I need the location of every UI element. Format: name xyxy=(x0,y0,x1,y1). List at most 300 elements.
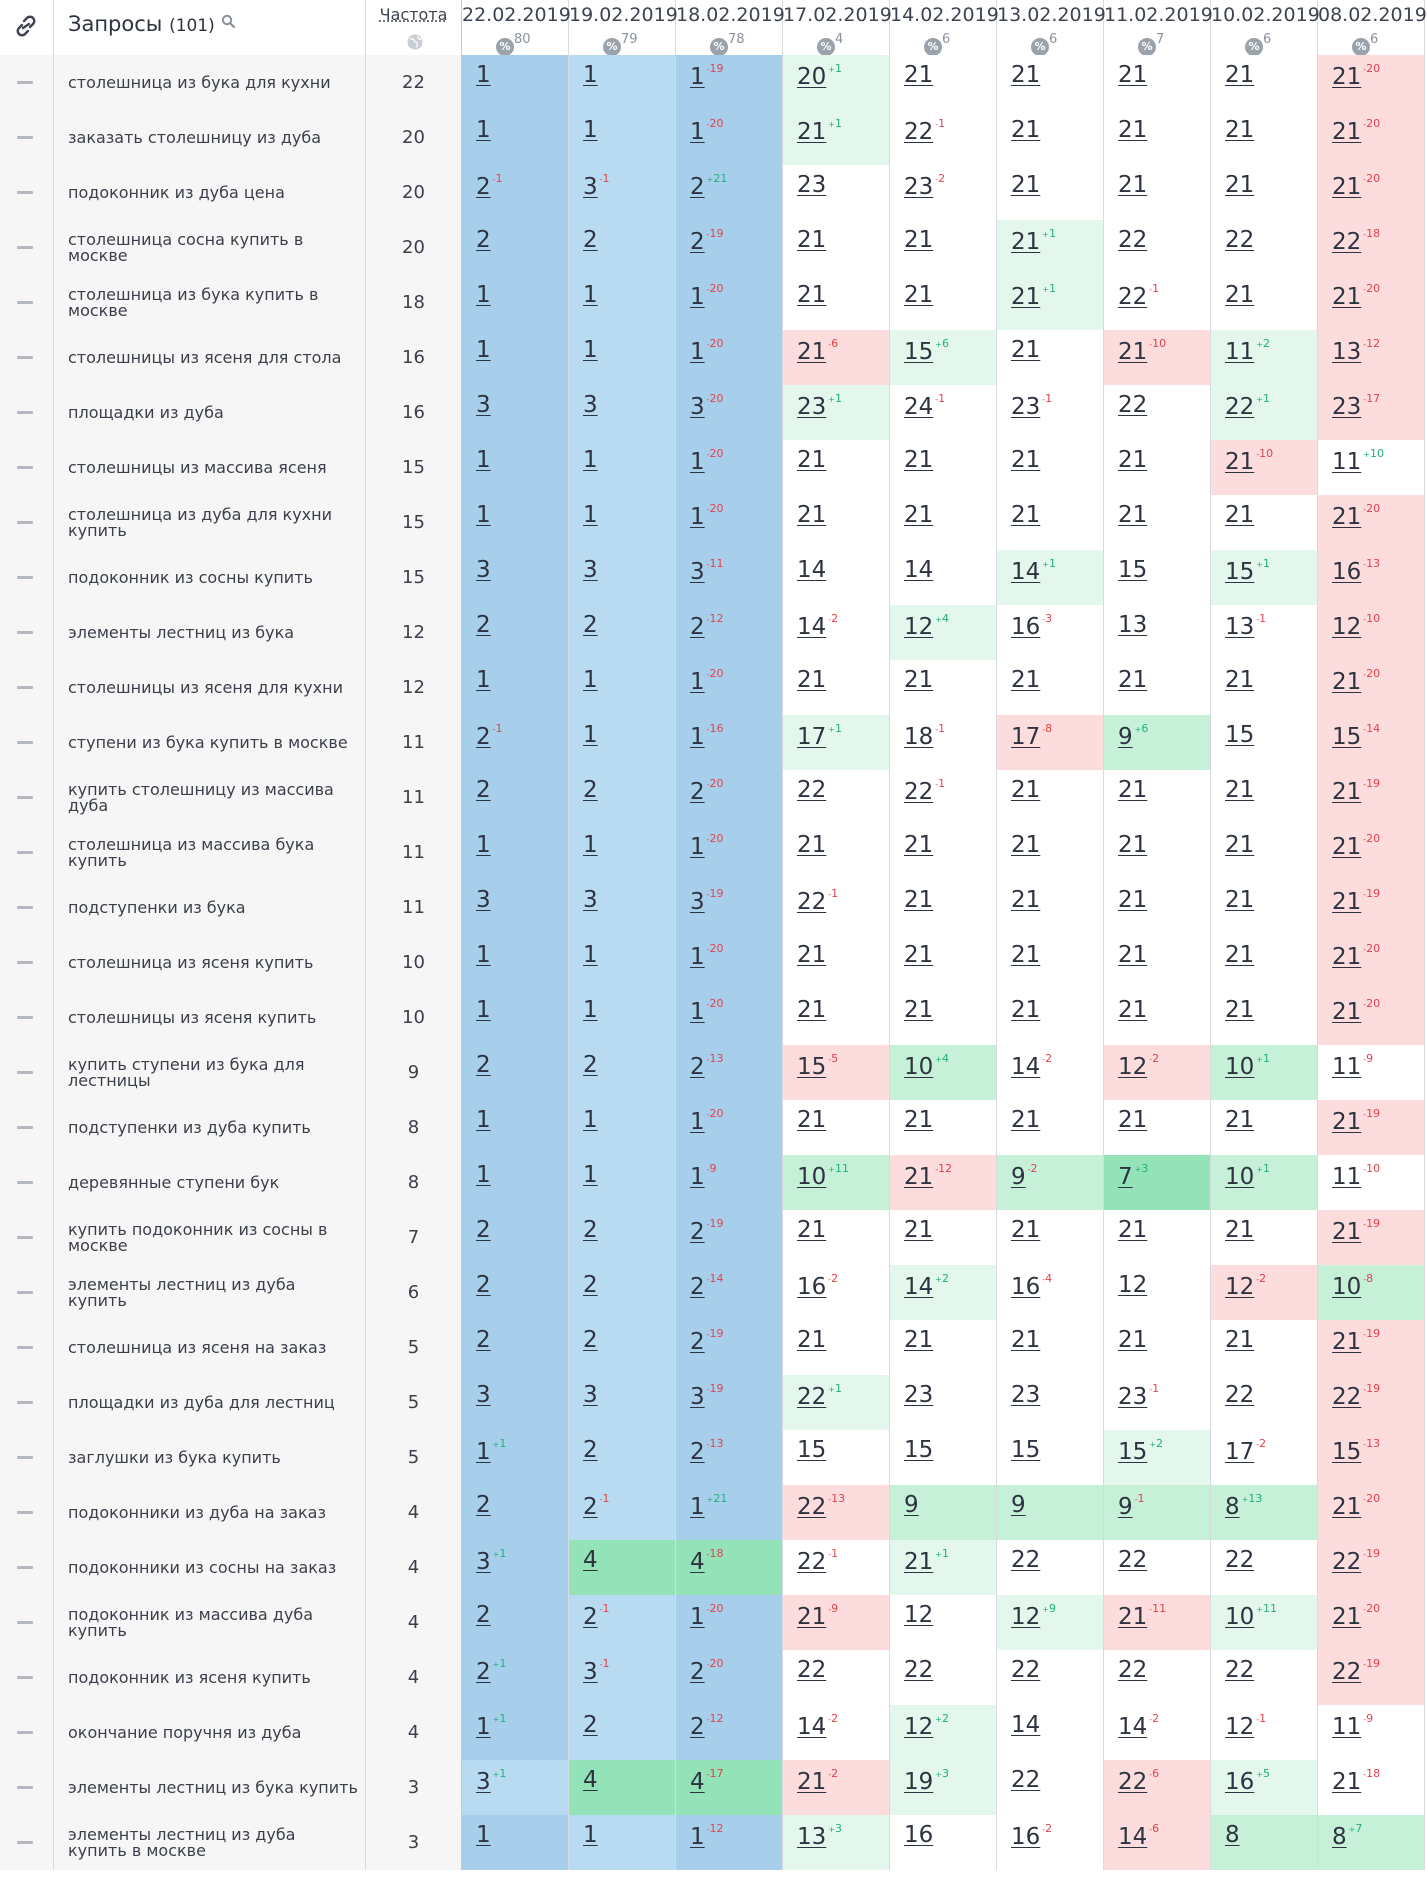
position-link[interactable] xyxy=(1225,447,1273,475)
position-link[interactable] xyxy=(1011,1822,1052,1850)
link-icon[interactable] xyxy=(14,15,38,37)
row-toggle-cell[interactable] xyxy=(0,1760,54,1815)
position-link[interactable] xyxy=(1225,997,1254,1023)
position-link[interactable] xyxy=(583,722,598,748)
position-link[interactable] xyxy=(904,1767,949,1795)
position-link[interactable] xyxy=(476,1602,491,1628)
position-link[interactable] xyxy=(1225,1437,1266,1465)
position-link[interactable] xyxy=(797,1162,849,1190)
position-link[interactable] xyxy=(1118,1547,1147,1573)
minus-icon[interactable] xyxy=(17,1346,33,1349)
position-link[interactable] xyxy=(1225,1822,1240,1848)
position-link[interactable] xyxy=(904,1272,949,1300)
position-link[interactable] xyxy=(904,1492,919,1518)
position-link[interactable] xyxy=(1011,62,1040,88)
position-link[interactable] xyxy=(1332,1712,1373,1740)
position-link[interactable] xyxy=(904,887,933,913)
row-toggle-cell[interactable] xyxy=(0,990,54,1045)
position-link[interactable] xyxy=(1332,1492,1380,1520)
position-link[interactable] xyxy=(797,1217,826,1243)
position-link[interactable] xyxy=(797,832,826,858)
position-link[interactable] xyxy=(1118,172,1147,198)
position-link[interactable] xyxy=(1225,502,1254,528)
position-link[interactable] xyxy=(690,1272,724,1300)
row-toggle-cell[interactable] xyxy=(0,1815,54,1870)
position-link[interactable] xyxy=(1225,62,1254,88)
position-link[interactable] xyxy=(904,722,945,750)
percent-icon[interactable]: % xyxy=(817,38,835,56)
position-link[interactable] xyxy=(476,1162,491,1188)
date-column-header[interactable] xyxy=(890,0,997,55)
position-link[interactable] xyxy=(1332,1767,1380,1795)
position-link[interactable] xyxy=(690,1547,724,1575)
row-toggle-cell[interactable] xyxy=(0,110,54,165)
minus-icon[interactable] xyxy=(17,356,33,359)
position-link[interactable] xyxy=(1011,227,1056,255)
position-link[interactable] xyxy=(476,172,503,200)
row-toggle-cell[interactable] xyxy=(0,1265,54,1320)
row-toggle-cell[interactable] xyxy=(0,495,54,550)
position-link[interactable] xyxy=(690,1712,724,1740)
position-link[interactable] xyxy=(583,1162,598,1188)
position-link[interactable] xyxy=(1118,282,1159,310)
position-link[interactable] xyxy=(797,1822,842,1850)
position-link[interactable] xyxy=(904,1162,952,1190)
position-link[interactable] xyxy=(583,667,598,693)
position-link[interactable] xyxy=(476,447,491,473)
row-toggle-cell[interactable] xyxy=(0,1595,54,1650)
date-column-header[interactable] xyxy=(783,0,890,55)
position-link[interactable] xyxy=(1332,502,1380,530)
position-link[interactable] xyxy=(797,1547,838,1575)
position-link[interactable] xyxy=(476,1547,506,1575)
position-link[interactable] xyxy=(1011,447,1040,473)
position-link[interactable] xyxy=(1011,557,1056,585)
position-link[interactable] xyxy=(1011,282,1056,310)
row-toggle-cell[interactable] xyxy=(0,935,54,990)
position-link[interactable] xyxy=(1118,1107,1147,1133)
position-link[interactable] xyxy=(1118,1657,1147,1683)
position-link[interactable] xyxy=(1011,1767,1040,1793)
position-link[interactable] xyxy=(1332,1052,1373,1080)
position-link[interactable] xyxy=(583,282,598,308)
search-icon[interactable] xyxy=(221,14,236,29)
position-link[interactable] xyxy=(1225,1712,1266,1740)
position-link[interactable] xyxy=(797,1712,838,1740)
position-link[interactable] xyxy=(1332,1162,1380,1190)
minus-icon[interactable] xyxy=(17,576,33,579)
position-link[interactable] xyxy=(797,722,842,750)
row-toggle-cell[interactable] xyxy=(0,385,54,440)
minus-icon[interactable] xyxy=(17,1566,33,1569)
position-link[interactable] xyxy=(476,1822,491,1848)
position-link[interactable] xyxy=(583,997,598,1023)
position-link[interactable] xyxy=(1118,337,1166,365)
minus-icon[interactable] xyxy=(17,246,33,249)
position-link[interactable] xyxy=(1332,887,1380,915)
row-toggle-cell[interactable] xyxy=(0,1650,54,1705)
position-link[interactable] xyxy=(797,1657,826,1683)
position-link[interactable] xyxy=(1011,1547,1040,1573)
position-link[interactable] xyxy=(1225,1657,1254,1683)
position-link[interactable] xyxy=(904,62,933,88)
position-link[interactable] xyxy=(904,1602,933,1628)
position-link[interactable] xyxy=(1011,502,1040,528)
position-link[interactable] xyxy=(690,1327,724,1355)
position-link[interactable] xyxy=(797,172,826,198)
minus-icon[interactable] xyxy=(17,1016,33,1019)
minus-icon[interactable] xyxy=(17,466,33,469)
minus-icon[interactable] xyxy=(17,411,33,414)
position-link[interactable] xyxy=(583,172,610,200)
position-link[interactable] xyxy=(904,557,933,583)
row-toggle-cell[interactable] xyxy=(0,770,54,825)
position-link[interactable] xyxy=(1225,722,1254,748)
position-link[interactable] xyxy=(583,1437,598,1463)
position-link[interactable] xyxy=(690,1767,724,1795)
position-link[interactable] xyxy=(797,1437,826,1463)
minus-icon[interactable] xyxy=(17,1786,33,1789)
position-link[interactable] xyxy=(690,1382,724,1410)
minus-icon[interactable] xyxy=(17,1676,33,1679)
position-link[interactable] xyxy=(1011,1272,1052,1300)
position-link[interactable] xyxy=(904,612,949,640)
position-link[interactable] xyxy=(1225,1162,1270,1190)
position-link[interactable] xyxy=(476,1327,491,1353)
position-link[interactable] xyxy=(583,1767,598,1793)
position-link[interactable] xyxy=(1011,1657,1040,1683)
position-link[interactable] xyxy=(690,337,724,365)
position-link[interactable] xyxy=(1225,282,1254,308)
position-link[interactable] xyxy=(1225,612,1266,640)
position-link[interactable] xyxy=(1011,777,1040,803)
position-link[interactable] xyxy=(904,667,933,693)
position-link[interactable] xyxy=(583,832,598,858)
position-link[interactable] xyxy=(1118,1492,1145,1520)
row-toggle-cell[interactable] xyxy=(0,165,54,220)
position-link[interactable] xyxy=(1332,1107,1380,1135)
position-link[interactable] xyxy=(1011,1052,1052,1080)
position-link[interactable] xyxy=(583,1822,598,1848)
position-link[interactable] xyxy=(476,667,491,693)
position-link[interactable] xyxy=(1011,1712,1040,1738)
position-link[interactable] xyxy=(1118,942,1147,968)
position-link[interactable] xyxy=(904,227,933,253)
position-link[interactable] xyxy=(904,337,949,365)
position-link[interactable] xyxy=(476,887,491,913)
position-link[interactable] xyxy=(1225,1547,1254,1573)
position-link[interactable] xyxy=(797,1107,826,1133)
position-link[interactable] xyxy=(797,887,838,915)
minus-icon[interactable] xyxy=(17,1621,33,1624)
position-link[interactable] xyxy=(583,447,598,473)
row-toggle-cell[interactable] xyxy=(0,550,54,605)
position-link[interactable] xyxy=(1332,832,1380,860)
minus-icon[interactable] xyxy=(17,301,33,304)
position-link[interactable] xyxy=(797,1602,838,1630)
position-link[interactable] xyxy=(797,62,842,90)
position-link[interactable] xyxy=(797,997,826,1023)
position-link[interactable] xyxy=(797,502,826,528)
position-link[interactable] xyxy=(690,1822,724,1850)
position-link[interactable] xyxy=(1118,722,1148,750)
position-link[interactable] xyxy=(1118,997,1147,1023)
position-link[interactable] xyxy=(797,1767,838,1795)
row-toggle-cell[interactable] xyxy=(0,1210,54,1265)
position-link[interactable] xyxy=(904,832,933,858)
minus-icon[interactable] xyxy=(17,1071,33,1074)
position-link[interactable] xyxy=(690,172,727,200)
position-link[interactable] xyxy=(690,117,724,145)
position-link[interactable] xyxy=(1011,832,1040,858)
row-toggle-cell[interactable] xyxy=(0,1375,54,1430)
position-link[interactable] xyxy=(476,1657,506,1685)
position-link[interactable] xyxy=(1332,557,1380,585)
position-link[interactable] xyxy=(690,777,724,805)
position-link[interactable] xyxy=(1225,117,1254,143)
position-link[interactable] xyxy=(904,172,945,200)
row-toggle-cell[interactable] xyxy=(0,1045,54,1100)
row-toggle-cell[interactable] xyxy=(0,715,54,770)
position-link[interactable] xyxy=(583,777,598,803)
minus-icon[interactable] xyxy=(17,1511,33,1514)
position-link[interactable] xyxy=(1118,1382,1159,1410)
date-column-header[interactable] xyxy=(997,0,1104,55)
minus-icon[interactable] xyxy=(17,1841,33,1844)
position-link[interactable] xyxy=(904,1052,949,1080)
position-link[interactable] xyxy=(904,1382,933,1408)
position-link[interactable] xyxy=(1118,1437,1163,1465)
position-link[interactable] xyxy=(1118,1767,1159,1795)
minus-icon[interactable] xyxy=(17,1236,33,1239)
position-link[interactable] xyxy=(476,722,503,750)
date-column-header[interactable] xyxy=(676,0,783,55)
minus-icon[interactable] xyxy=(17,1291,33,1294)
position-link[interactable] xyxy=(1225,1052,1270,1080)
row-toggle-cell[interactable] xyxy=(0,1540,54,1595)
position-link[interactable] xyxy=(583,337,598,363)
position-link[interactable] xyxy=(904,1327,933,1353)
position-link[interactable] xyxy=(1332,1382,1380,1410)
position-link[interactable] xyxy=(583,1272,598,1298)
position-link[interactable] xyxy=(583,1602,610,1630)
position-link[interactable] xyxy=(797,227,826,253)
minus-icon[interactable] xyxy=(17,1126,33,1129)
position-link[interactable] xyxy=(797,392,842,420)
position-link[interactable] xyxy=(1225,1382,1254,1408)
position-link[interactable] xyxy=(1118,667,1147,693)
position-link[interactable] xyxy=(1332,117,1380,145)
position-link[interactable] xyxy=(476,1052,491,1078)
position-link[interactable] xyxy=(1011,997,1040,1023)
row-toggle-cell[interactable] xyxy=(0,1430,54,1485)
position-link[interactable] xyxy=(583,392,598,418)
position-link[interactable] xyxy=(1011,942,1040,968)
position-link[interactable] xyxy=(1332,1657,1380,1685)
position-link[interactable] xyxy=(1332,997,1380,1025)
position-link[interactable] xyxy=(904,1657,933,1683)
position-link[interactable] xyxy=(797,447,826,473)
position-link[interactable] xyxy=(1332,667,1380,695)
position-link[interactable] xyxy=(1118,1052,1159,1080)
minus-icon[interactable] xyxy=(17,631,33,634)
minus-icon[interactable] xyxy=(17,1731,33,1734)
position-link[interactable] xyxy=(583,1382,598,1408)
percent-icon[interactable]: % xyxy=(1138,38,1156,56)
position-link[interactable] xyxy=(1225,337,1270,365)
minus-icon[interactable] xyxy=(17,136,33,139)
position-link[interactable] xyxy=(690,997,724,1025)
minus-icon[interactable] xyxy=(17,851,33,854)
position-link[interactable] xyxy=(1225,1602,1277,1630)
position-link[interactable] xyxy=(1118,1822,1159,1850)
percent-icon[interactable]: % xyxy=(924,38,942,56)
row-toggle-cell[interactable] xyxy=(0,880,54,935)
position-link[interactable] xyxy=(1225,227,1254,253)
position-link[interactable] xyxy=(1332,1547,1380,1575)
position-link[interactable] xyxy=(583,942,598,968)
minus-icon[interactable] xyxy=(17,1456,33,1459)
position-link[interactable] xyxy=(1118,227,1147,253)
position-link[interactable] xyxy=(1011,667,1040,693)
minus-icon[interactable] xyxy=(17,1401,33,1404)
row-toggle-cell[interactable] xyxy=(0,825,54,880)
position-link[interactable] xyxy=(797,282,826,308)
position-link[interactable] xyxy=(690,1602,724,1630)
position-link[interactable] xyxy=(1225,887,1254,913)
position-link[interactable] xyxy=(1011,172,1040,198)
position-link[interactable] xyxy=(1332,227,1380,255)
position-link[interactable] xyxy=(583,1657,610,1685)
position-link[interactable] xyxy=(1011,887,1040,913)
position-link[interactable] xyxy=(904,942,933,968)
position-link[interactable] xyxy=(583,1492,610,1520)
minus-icon[interactable] xyxy=(17,906,33,909)
row-toggle-cell[interactable] xyxy=(0,605,54,660)
position-link[interactable] xyxy=(1332,282,1380,310)
row-toggle-cell[interactable] xyxy=(0,1100,54,1155)
percent-icon[interactable]: % xyxy=(1031,38,1049,56)
minus-icon[interactable] xyxy=(17,191,33,194)
position-link[interactable] xyxy=(690,1492,727,1520)
position-link[interactable] xyxy=(690,1052,724,1080)
position-link[interactable] xyxy=(476,612,491,638)
row-toggle-cell[interactable] xyxy=(0,1320,54,1375)
position-link[interactable] xyxy=(1118,887,1147,913)
link-column-header[interactable] xyxy=(0,0,54,55)
position-link[interactable] xyxy=(476,1382,491,1408)
position-link[interactable] xyxy=(583,62,598,88)
position-link[interactable] xyxy=(690,447,724,475)
position-link[interactable] xyxy=(1118,777,1147,803)
row-toggle-cell[interactable] xyxy=(0,55,54,110)
position-link[interactable] xyxy=(1118,1217,1147,1243)
position-link[interactable] xyxy=(583,117,598,143)
row-toggle-cell[interactable] xyxy=(0,440,54,495)
minus-icon[interactable] xyxy=(17,1181,33,1184)
position-link[interactable] xyxy=(1225,777,1254,803)
position-link[interactable] xyxy=(1332,1272,1373,1300)
minus-icon[interactable] xyxy=(17,741,33,744)
position-link[interactable] xyxy=(583,557,598,583)
percent-icon[interactable]: % xyxy=(1352,38,1370,56)
position-link[interactable] xyxy=(476,337,491,363)
position-link[interactable] xyxy=(476,1437,506,1465)
position-link[interactable] xyxy=(1332,447,1384,475)
minus-icon[interactable] xyxy=(17,796,33,799)
position-link[interactable] xyxy=(797,117,842,145)
position-link[interactable] xyxy=(476,1217,491,1243)
queries-column-header[interactable] xyxy=(54,0,366,55)
date-column-header[interactable] xyxy=(462,0,569,55)
position-link[interactable] xyxy=(1332,722,1380,750)
date-column-header[interactable] xyxy=(1318,0,1425,55)
position-link[interactable] xyxy=(1011,392,1052,420)
position-link[interactable] xyxy=(1225,1217,1254,1243)
minus-icon[interactable] xyxy=(17,521,33,524)
position-link[interactable] xyxy=(583,1712,598,1738)
position-link[interactable] xyxy=(690,667,724,695)
frequency-column-header[interactable] xyxy=(366,0,462,55)
position-link[interactable] xyxy=(1011,1382,1040,1408)
position-link[interactable] xyxy=(1332,942,1380,970)
position-link[interactable] xyxy=(1011,1162,1038,1190)
position-link[interactable] xyxy=(797,1382,842,1410)
position-link[interactable] xyxy=(904,1712,949,1740)
position-link[interactable] xyxy=(1332,1327,1380,1355)
position-link[interactable] xyxy=(1011,1217,1040,1243)
minus-icon[interactable] xyxy=(17,686,33,689)
frequency-label[interactable]: Частота xyxy=(379,5,448,24)
position-link[interactable] xyxy=(690,227,724,255)
position-link[interactable] xyxy=(690,1107,724,1135)
position-link[interactable] xyxy=(1332,337,1380,365)
position-link[interactable] xyxy=(1118,392,1147,418)
position-link[interactable] xyxy=(690,722,724,750)
percent-icon[interactable]: % xyxy=(496,38,514,56)
position-link[interactable] xyxy=(1011,1492,1026,1518)
position-link[interactable] xyxy=(476,832,491,858)
position-link[interactable] xyxy=(476,997,491,1023)
position-link[interactable] xyxy=(1225,557,1270,585)
position-link[interactable] xyxy=(797,942,826,968)
position-link[interactable] xyxy=(797,612,838,640)
position-link[interactable] xyxy=(1225,392,1270,420)
position-link[interactable] xyxy=(476,62,491,88)
position-link[interactable] xyxy=(1332,1602,1380,1630)
position-link[interactable] xyxy=(1118,1162,1148,1190)
row-toggle-cell[interactable] xyxy=(0,330,54,385)
position-link[interactable] xyxy=(904,1822,933,1848)
position-link[interactable] xyxy=(690,832,724,860)
position-link[interactable] xyxy=(1332,172,1380,200)
position-link[interactable] xyxy=(1225,667,1254,693)
position-link[interactable] xyxy=(690,612,724,640)
position-link[interactable] xyxy=(904,282,933,308)
position-link[interactable] xyxy=(476,1107,491,1133)
row-toggle-cell[interactable] xyxy=(0,220,54,275)
position-link[interactable] xyxy=(1118,832,1147,858)
position-link[interactable] xyxy=(583,612,598,638)
position-link[interactable] xyxy=(1332,1437,1380,1465)
position-link[interactable] xyxy=(797,337,838,365)
position-link[interactable] xyxy=(1225,1492,1262,1520)
row-toggle-cell[interactable] xyxy=(0,660,54,715)
position-link[interactable] xyxy=(690,502,724,530)
position-link[interactable] xyxy=(1011,1107,1040,1133)
position-link[interactable] xyxy=(1332,1822,1362,1850)
position-link[interactable] xyxy=(690,1657,724,1685)
